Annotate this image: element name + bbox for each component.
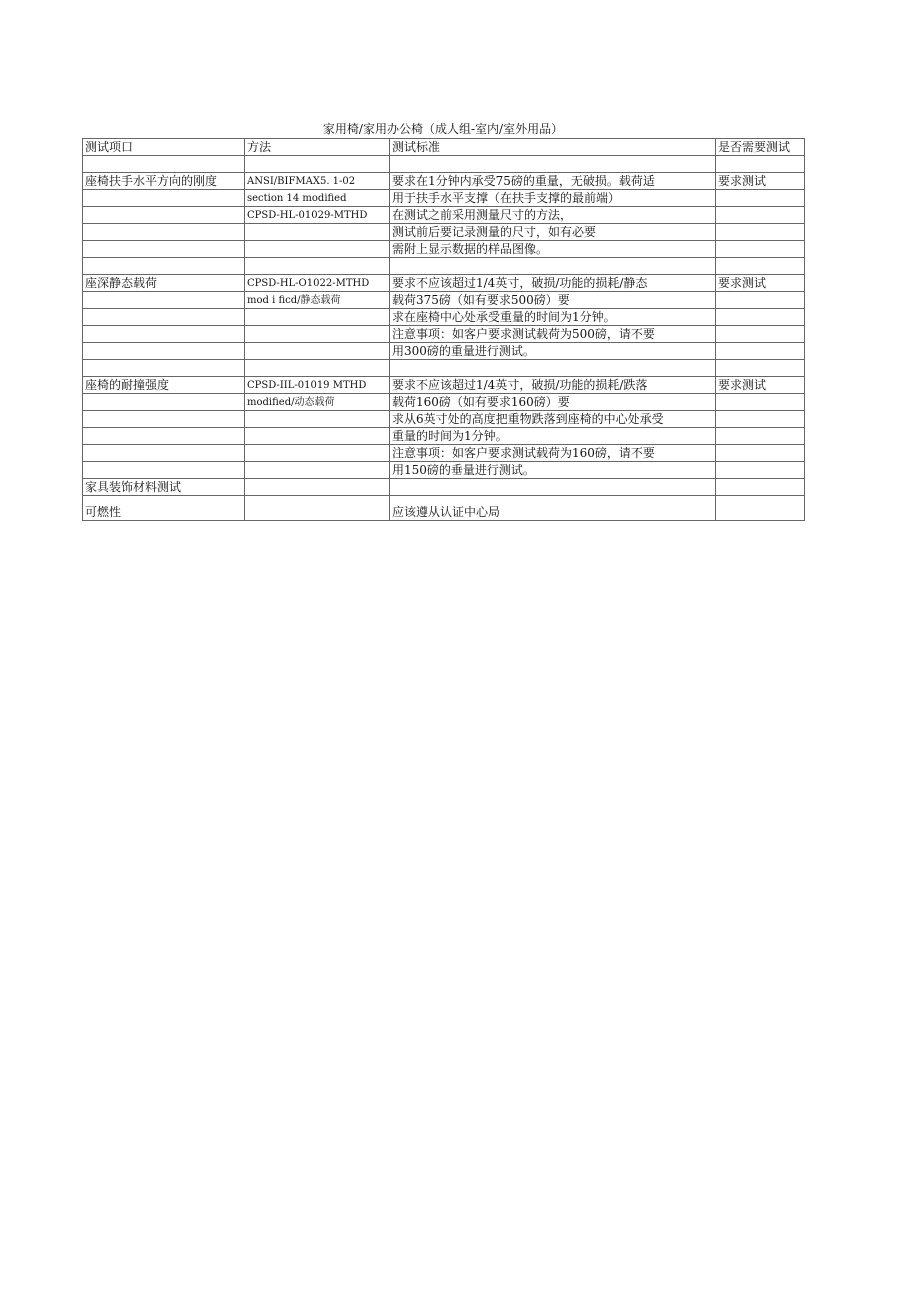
cell-method [245, 156, 390, 173]
cell-required: 要求测试 [716, 173, 805, 190]
table-row [83, 258, 805, 275]
cell-standard: 应该遵从认证中心局 [390, 496, 716, 521]
cell-standard: 求在座椅中心处承受重量的时间为1分钟。 [390, 309, 716, 326]
cell-item: 家具装饰材料测试 [83, 479, 245, 496]
cell-required [716, 156, 805, 173]
table-row [83, 394, 805, 411]
table-row [83, 292, 805, 309]
cell-required [716, 326, 805, 343]
cell-standard: 要求在1分钟内承受75磅的重量，无破损。载荷适 [390, 173, 716, 190]
table-row [83, 224, 805, 241]
cell-required [716, 309, 805, 326]
table-row [83, 241, 805, 258]
cell-standard: 在测试之前采用测量尺寸的方法， [390, 207, 716, 224]
cell-method [245, 462, 390, 479]
cell-item [83, 224, 245, 241]
cell-standard: 用150磅的垂量进行测试。 [390, 462, 716, 479]
cell-item [83, 292, 245, 309]
column-header-method: 方法 [245, 139, 390, 156]
cell-standard: 需附上显示数据的样品图像。 [390, 241, 716, 258]
cell-method [245, 343, 390, 360]
cell-item [83, 156, 245, 173]
table-row [83, 156, 805, 173]
table-row [83, 445, 805, 462]
cell-item [83, 428, 245, 445]
cell-required [716, 428, 805, 445]
cell-item [83, 241, 245, 258]
table-row [83, 462, 805, 479]
cell-standard: 重量的时间为1分钟。 [390, 428, 716, 445]
cell-required: 要求测试 [716, 377, 805, 394]
cell-item [83, 326, 245, 343]
cell-item [83, 190, 245, 207]
cell-standard: 载荷160磅（如有要求160磅）要 [390, 394, 716, 411]
cell-method [245, 326, 390, 343]
table-row [83, 479, 805, 496]
cell-required [716, 224, 805, 241]
cell-method [245, 258, 390, 275]
cell-required [716, 479, 805, 496]
table-row [83, 326, 805, 343]
table-row [83, 207, 805, 224]
cell-required [716, 292, 805, 309]
column-header-required: 是否需要测试 [716, 139, 805, 156]
cell-item [83, 343, 245, 360]
cell-required [716, 190, 805, 207]
document-title: 家用椅/家用办公椅（成人组-室内/室外用品） [322, 122, 564, 136]
cell-method: CPSD-HL-01029-MTHD [245, 207, 390, 224]
cell-standard: 求从6英寸处的高度把重物跌落到座椅的中心处承受 [390, 411, 716, 428]
cell-standard: 注意事项：如客户要求测试载荷为160磅，请不要 [390, 445, 716, 462]
table-row [83, 190, 805, 207]
cell-item [83, 258, 245, 275]
cell-method [245, 479, 390, 496]
table-header-row [83, 139, 805, 156]
cell-standard: 要求不应该超过1/4英寸，破损/功能的损耗/跌落 [390, 377, 716, 394]
cell-required [716, 462, 805, 479]
table-row [83, 275, 805, 292]
cell-item: 座椅扶手水平方向的刚度 [83, 173, 245, 190]
cell-method [245, 496, 390, 521]
cell-required: 要求测试 [716, 275, 805, 292]
cell-method [245, 445, 390, 462]
cell-required [716, 394, 805, 411]
table-row [83, 428, 805, 445]
cell-method [245, 309, 390, 326]
cell-standard: 载荷375磅（如有要求500磅）要 [390, 292, 716, 309]
cell-method: section 14 modified [245, 190, 390, 207]
cell-method [245, 224, 390, 241]
cell-item [83, 411, 245, 428]
cell-item: 座椅的耐撞强度 [83, 377, 245, 394]
cell-item [83, 207, 245, 224]
cell-required [716, 241, 805, 258]
table-row [83, 360, 805, 377]
cell-standard: 测试前后要记录测量的尺寸，如有必要 [390, 224, 716, 241]
table-row [83, 411, 805, 428]
cell-required [716, 360, 805, 377]
cell-standard: 用于扶手水平支撑（在扶手支撑的最前端） [390, 190, 716, 207]
test-requirements-table [82, 138, 805, 521]
cell-standard [390, 258, 716, 275]
cell-method [245, 411, 390, 428]
cell-required [716, 445, 805, 462]
cell-required [716, 496, 805, 521]
cell-item [83, 462, 245, 479]
table-row [83, 343, 805, 360]
cell-standard [390, 360, 716, 377]
column-header-standard: 测试标准 [390, 139, 716, 156]
table-row [83, 377, 805, 394]
table-row [83, 173, 805, 190]
cell-item [83, 309, 245, 326]
cell-standard [390, 479, 716, 496]
cell-item [83, 445, 245, 462]
cell-method [245, 360, 390, 377]
cell-required [716, 207, 805, 224]
table-row [83, 496, 805, 521]
cell-required [716, 411, 805, 428]
cell-standard: 要求不应该超过1/4英寸，破损/功能的损耗/静态 [390, 275, 716, 292]
cell-item [83, 360, 245, 377]
column-header-item: 测试项口 [83, 139, 245, 156]
cell-method [245, 241, 390, 258]
cell-item: 可燃性 [83, 496, 245, 521]
cell-standard [390, 156, 716, 173]
cell-method: CPSD-IIL-01019 MTHD [245, 377, 390, 394]
cell-standard: 用300磅的重量进行测试。 [390, 343, 716, 360]
cell-required [716, 258, 805, 275]
cell-method: modified/动态载荷 [245, 394, 390, 411]
cell-item [83, 394, 245, 411]
cell-method: mod i ficd/静态载荷 [245, 292, 390, 309]
cell-standard: 注意事项：如客户要求测试载荷为500磅，请不要 [390, 326, 716, 343]
cell-method: CPSD-HL-O1022-MTHD [245, 275, 390, 292]
cell-required [716, 343, 805, 360]
cell-method: ANSI/BIFMAX5. 1-02 [245, 173, 390, 190]
cell-item: 座深静态载荷 [83, 275, 245, 292]
cell-method [245, 428, 390, 445]
table-row [83, 309, 805, 326]
